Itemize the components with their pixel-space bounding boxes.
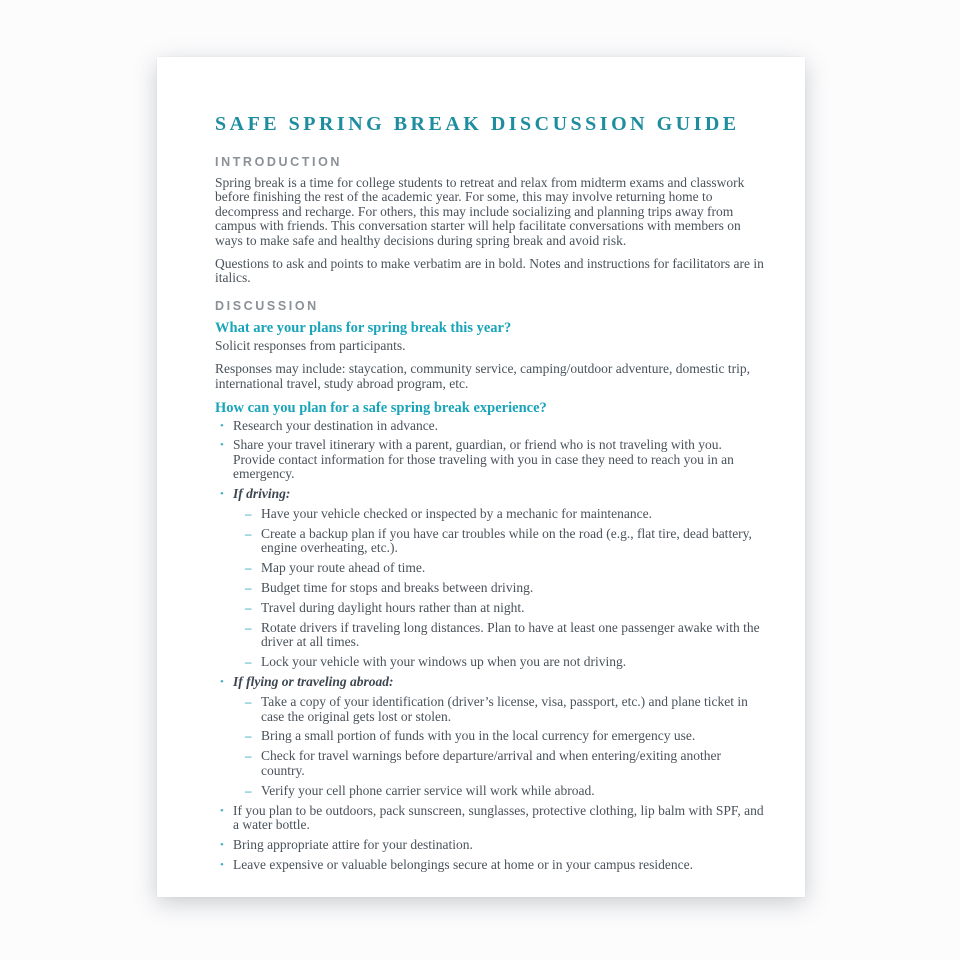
sub-list-item <box>243 621 767 650</box>
dash-bullet-icon: – <box>245 580 252 596</box>
facilitator-note: Solicit responses from participants. <box>215 338 406 354</box>
introduction-paragraph: Spring break is a time for college students to retreat and relax from midterm exams and classwork before finishing the rest of the academic year. For some, this may involve returning home to decompress and recharge. For others, this may include socializing and planning trips away from campus with friends. This conversation starter will help facilitate conversations with members on ways to make safe and healthy decisions during spring break and avoid risk. <box>215 175 745 248</box>
sub-list-item <box>243 507 767 521</box>
list-item-text: Research your destination in advance. <box>233 417 439 433</box>
dot-bullet-icon: • <box>220 858 224 871</box>
sub-list-item <box>243 729 767 743</box>
sub-list-item <box>243 655 767 669</box>
section-discussion <box>215 299 767 872</box>
list-item-text: Verify your cell phone carrier service will work while abroad. <box>261 782 595 798</box>
list-item <box>215 838 767 852</box>
dot-bullet-icon: • <box>220 439 224 452</box>
list-item <box>215 804 767 833</box>
list-item <box>215 438 767 481</box>
sub-list-item <box>243 601 767 615</box>
dot-bullet-icon: • <box>220 676 224 689</box>
dash-bullet-icon: – <box>245 600 252 616</box>
discussion-blocks <box>215 320 767 872</box>
dot-bullet-icon: • <box>220 804 224 817</box>
sub-list-item <box>243 784 767 798</box>
list-item-text: Map your route ahead of time. <box>261 560 426 576</box>
dash-bullet-icon: – <box>245 526 252 541</box>
list-item-text: If you plan to be outdoors, pack sunscreen, sunglasses, protective clothing, lip balm with SPF, and a water bottle. <box>233 802 764 832</box>
dash-bullet-icon: – <box>245 620 252 636</box>
dash-bullet-icon: – <box>245 728 252 744</box>
list-item-text: Travel during daylight hours rather than at night. <box>261 600 525 616</box>
sub-list-item <box>243 749 767 778</box>
list-item-text: Budget time for stops and breaks between driving. <box>261 580 534 596</box>
lead-list-item <box>215 487 767 501</box>
page-title: SAFE SPRING BREAK DISCUSSION GUIDE <box>215 113 740 135</box>
list-item-text: Take a copy of your identification (driver’s license, visa, passport, etc.) and plane ticket in case the original gets lost or stolen. <box>261 694 748 724</box>
sub-list-item <box>243 561 767 575</box>
dash-bullet-icon: – <box>245 694 252 710</box>
list-item-text: Leave expensive or valuable belongings secure at home or in your campus residence. <box>233 856 693 872</box>
section-heading-introduction: INTRODUCTION <box>215 155 343 169</box>
lead-list-item <box>215 675 767 689</box>
section-introduction <box>215 155 767 285</box>
list-item-text: Check for travel warnings before departure/arrival and when entering/exiting another country. <box>261 748 721 778</box>
discussion-question: What are your plans for spring break this year? <box>215 320 512 337</box>
introduction-paragraphs <box>215 176 767 285</box>
dash-bullet-icon: – <box>245 654 252 670</box>
dash-bullet-icon: – <box>245 560 252 576</box>
dot-bullet-icon: • <box>220 838 224 851</box>
dot-bullet-icon: • <box>220 419 224 432</box>
dot-bullet-icon: • <box>220 488 224 501</box>
list-item-text: Lock your vehicle with your windows up when you are not driving. <box>261 654 627 670</box>
dash-bullet-icon: – <box>245 782 252 798</box>
list-item-text: If flying or traveling abroad: <box>233 674 394 690</box>
introduction-paragraph: Questions to ask and points to make verbatim are in bold. Notes and instructions for facilitators are in italics. <box>215 255 764 285</box>
discussion-question: How can you plan for a safe spring break experience? <box>215 399 547 416</box>
list-item-text: Create a backup plan if you have car troubles while on the road (e.g., flat tire, dead battery, engine overheating, etc.). <box>261 526 752 556</box>
list-item-text: Have your vehicle checked or inspected by a mechanic for maintenance. <box>261 506 652 522</box>
sub-list-item <box>243 581 767 595</box>
sub-list-item <box>243 695 767 724</box>
dash-bullet-icon: – <box>245 506 252 522</box>
list-item-text: Bring appropriate attire for your destination. <box>233 836 473 852</box>
sub-list-item <box>243 527 767 556</box>
list-item-text: Share your travel itinerary with a parent, guardian, or friend who is not traveling with you. Provide contact information for those traveling with you in case they need to reach you in an emergency. <box>233 437 734 482</box>
list-item-text: Bring a small portion of funds with you in the local currency for emergency use. <box>261 728 696 744</box>
section-heading-discussion: DISCUSSION <box>215 299 319 314</box>
document-page <box>157 57 805 897</box>
list-item-text: If driving: <box>233 486 291 502</box>
list-item <box>215 858 767 872</box>
dash-bullet-icon: – <box>245 748 252 764</box>
list-item-text: Rotate drivers if traveling long distances. Plan to have at least one passenger awake with the driver at all times. <box>261 620 760 650</box>
list-item <box>215 419 767 433</box>
facilitator-note: Responses may include: staycation, community service, camping/outdoor adventure, domestic trip, international travel, study abroad program, etc. <box>215 361 750 391</box>
